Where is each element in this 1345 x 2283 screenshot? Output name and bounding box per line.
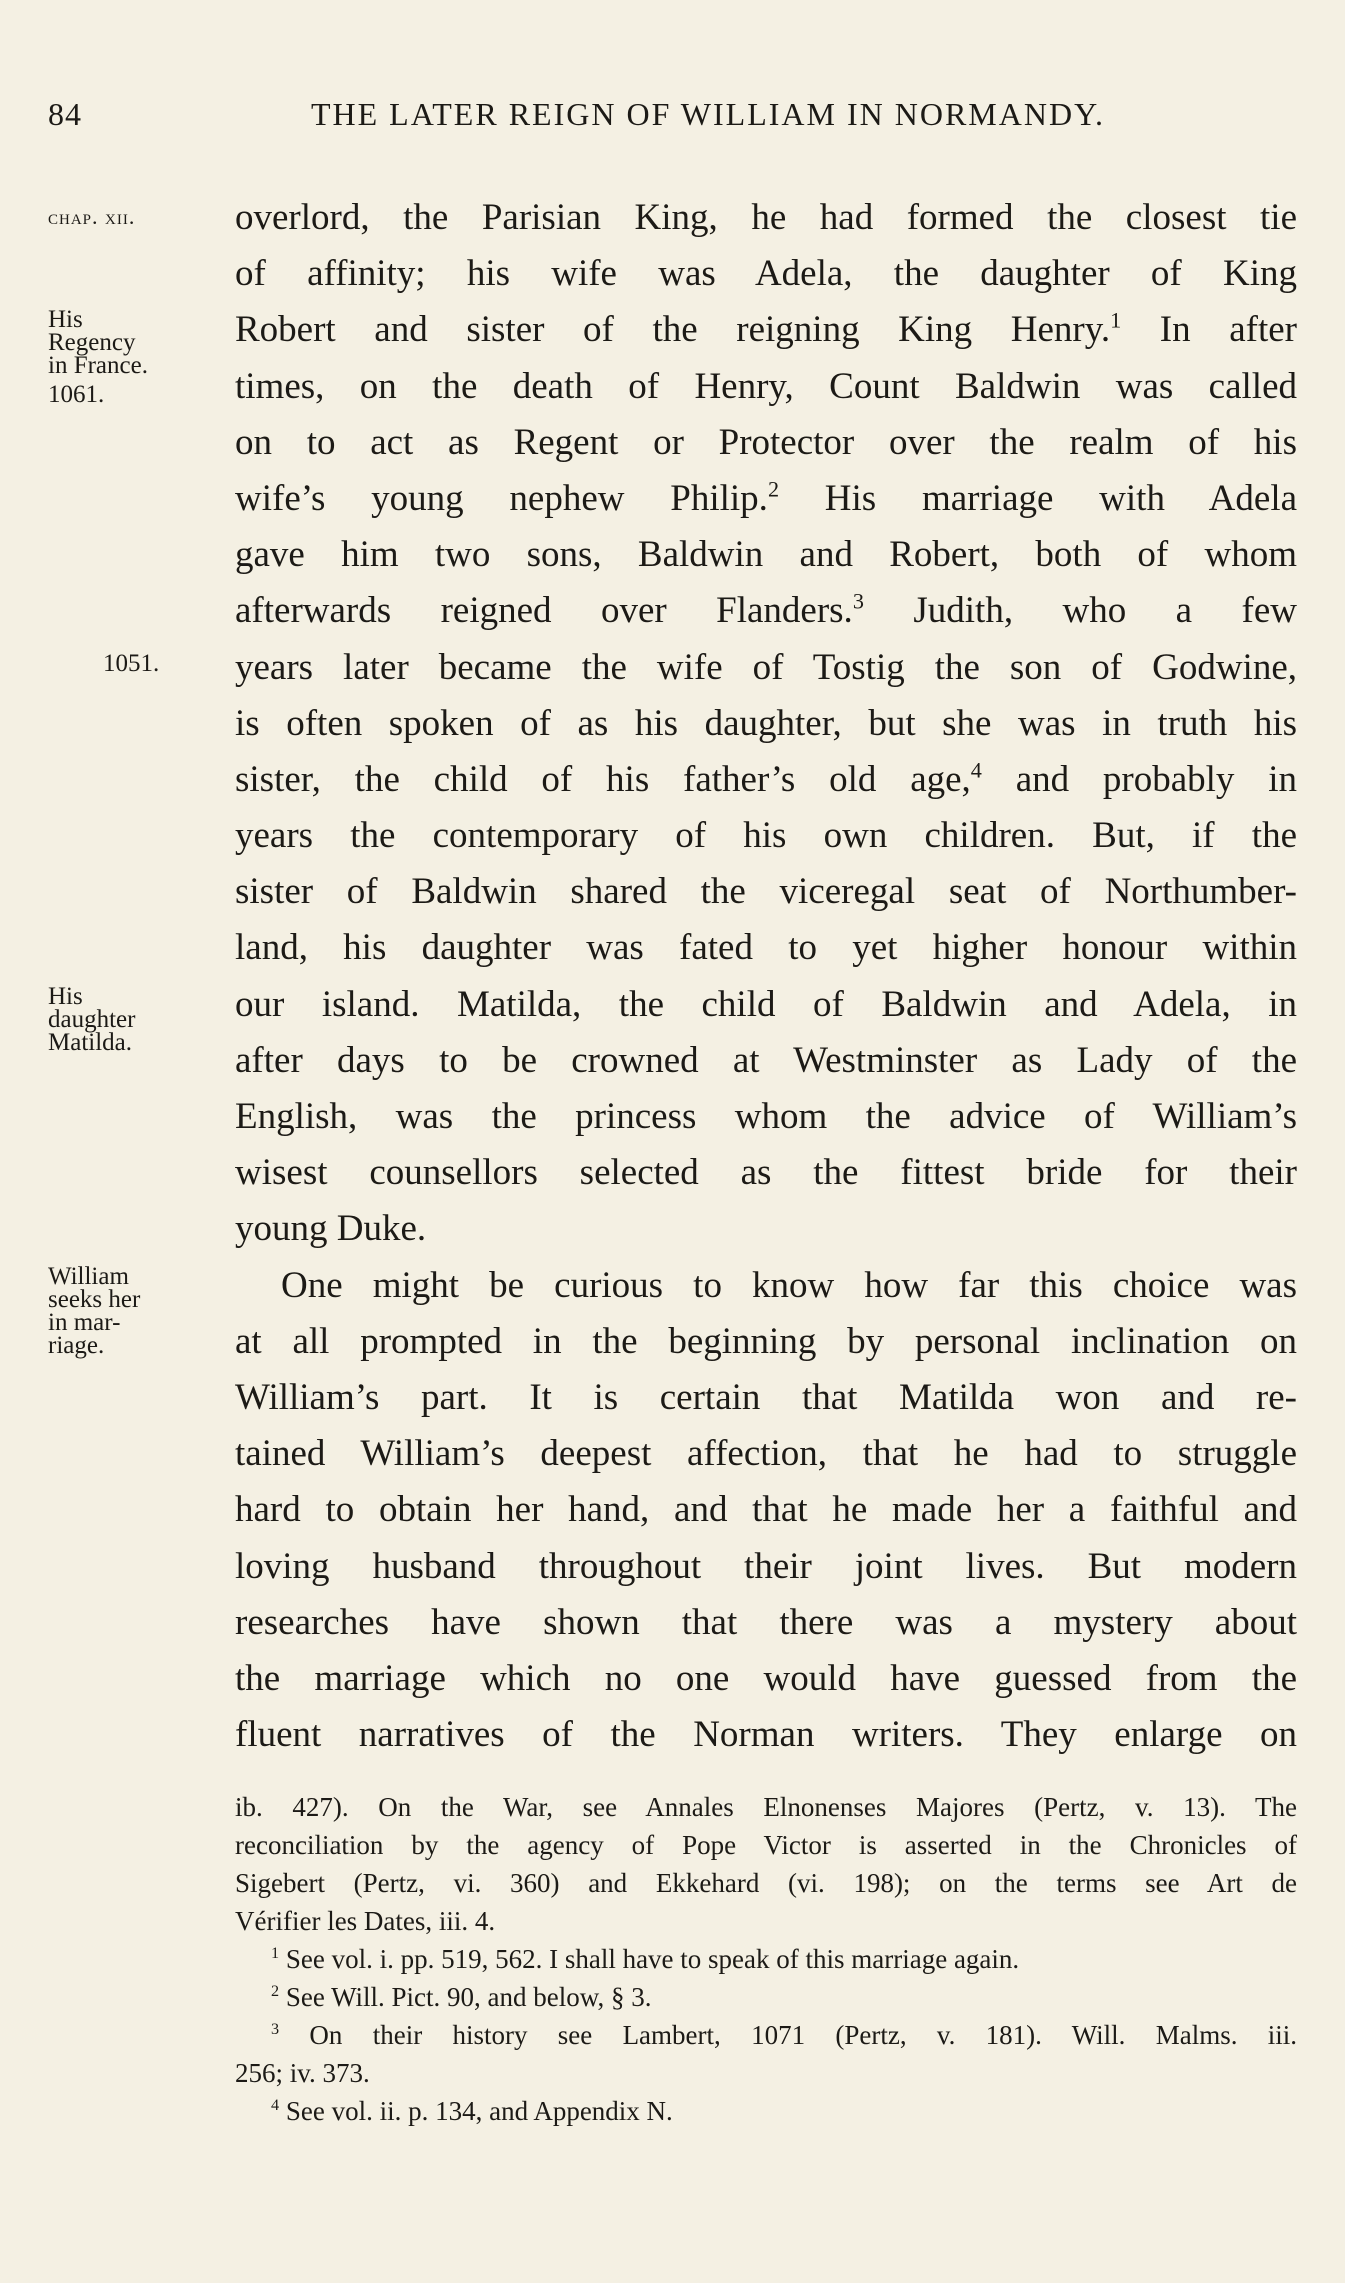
text-line: years the contemporary of his own children. But, if the bbox=[235, 815, 1297, 857]
footnote-ref: 1 bbox=[1110, 308, 1122, 334]
text-line: years later became the wife of Tostig the son of Godwine, bbox=[235, 646, 1297, 688]
text-line: researches have shown that there was a mystery about bbox=[235, 1601, 1297, 1643]
text-line: Robert and sister of the reigning King Henry.$^1$ In after bbox=[235, 308, 1297, 351]
page-number: 84 bbox=[48, 96, 82, 132]
running-head bbox=[48, 96, 1298, 144]
main-text bbox=[235, 190, 1297, 1763]
text-line: after days to be crowned at Westminster as Lady of the bbox=[235, 1039, 1297, 1081]
footnote-3-continuation: 256; iv. 373. bbox=[235, 2058, 370, 2088]
text-line: tained William’s deepest affection, that he had to struggle bbox=[235, 1433, 1297, 1475]
text-line: sister, the child of his father’s old age,$^4$ and probably in bbox=[235, 757, 1297, 800]
footnote-2: $^2$ See Will. Pict. 90, and below, § 3. bbox=[271, 1982, 652, 2012]
margin-note-daughter: His daughter Matilda. bbox=[48, 983, 136, 1056]
footnote-continuation-line: ib. 427). On the War, see Annales Elnonenses Majores (Pertz, v. 13). The bbox=[235, 1792, 1297, 1822]
text-line: land, his daughter was fated to yet higher honour within bbox=[235, 927, 1297, 969]
text-line: fluent narratives of the Norman writers. They enlarge on bbox=[235, 1714, 1297, 1756]
margin-note-chapter: chap. xii. bbox=[48, 204, 136, 229]
footnote-mark: 4 bbox=[271, 2096, 280, 2114]
text-line: the marriage which no one would have guessed from the bbox=[235, 1657, 1297, 1699]
text-line: hard to obtain her hand, and that he made her a faithful and bbox=[235, 1489, 1297, 1531]
running-title: THE LATER REIGN OF WILLIAM IN NORMANDY. bbox=[310, 96, 1106, 132]
footnote-mark: 2 bbox=[271, 1982, 280, 2000]
footnote-3: $^3$ On their history see Lambert, 1071 (Pertz, v. 181). Will. Malms. iii. bbox=[271, 2020, 1298, 2050]
footnote-mark: 3 bbox=[271, 2020, 280, 2038]
text-line: William’s part. It is certain that Matilda won and re- bbox=[235, 1376, 1297, 1418]
footnote-mark: 1 bbox=[271, 1944, 280, 1962]
margin-note-year-1051: 1051. bbox=[103, 650, 160, 677]
text-line: gave him two sons, Baldwin and Robert, both of whom bbox=[235, 534, 1297, 576]
margin-note-regency: His Regency in France. 1061. bbox=[48, 306, 148, 408]
text-line: at all prompted in the beginning by personal inclination on bbox=[235, 1320, 1297, 1362]
text-line: on to act as Regent or Protector over the realm of his bbox=[235, 421, 1297, 463]
footnote-continuation-line: Sigebert (Pertz, vi. 360) and Ekkehard (vi. 198); on the terms see Art de bbox=[235, 1868, 1297, 1898]
text-line: wisest counsellors selected as the fittest bride for their bbox=[235, 1152, 1297, 1194]
text-line: young Duke. bbox=[235, 1208, 427, 1250]
text-line: overlord, the Parisian King, he had formed the closest tie bbox=[235, 197, 1297, 238]
text-line: wife’s young nephew Philip.$^2$ His marriage with Adela bbox=[235, 476, 1298, 519]
text-line: times, on the death of Henry, Count Baldwin was called bbox=[235, 365, 1297, 407]
text-line: loving husband throughout their joint lives. But modern bbox=[235, 1545, 1297, 1587]
footnote-continuation-line: Vérifier les Dates, iii. 4. bbox=[235, 1906, 496, 1936]
footnote-continuation-line: reconciliation by the agency of Pope Victor is asserted in the Chronicles of bbox=[235, 1830, 1297, 1860]
footnote-ref: 2 bbox=[767, 476, 780, 502]
text-line: of affinity; his wife was Adela, the daughter of King bbox=[235, 253, 1297, 295]
footnote-ref: 4 bbox=[970, 757, 982, 783]
text-line: English, was the princess whom the advice of William’s bbox=[235, 1096, 1297, 1137]
text-line: our island. Matilda, the child of Baldwin and Adela, in bbox=[235, 983, 1297, 1025]
footnote-ref: 3 bbox=[852, 588, 864, 614]
text-line: sister of Baldwin shared the viceregal seat of Northumber- bbox=[235, 871, 1297, 913]
text-line: is often spoken of as his daughter, but she was in truth his bbox=[235, 702, 1297, 744]
footnote-4: $^4$ See vol. ii. p. 134, and Appendix N. bbox=[271, 2096, 673, 2126]
text-line: afterwards reigned over Flanders.$^3$ Judith, who a few bbox=[235, 588, 1297, 632]
text-line: One might be curious to know how far this choice was bbox=[281, 1264, 1297, 1306]
margin-note-marriage: William seeks her in mar- riage. bbox=[48, 1263, 141, 1359]
footnote-1: $^1$ See vol. i. pp. 519, 562. I shall have to speak of this marriage again. bbox=[271, 1944, 1020, 1974]
footnotes bbox=[235, 1788, 1297, 2130]
